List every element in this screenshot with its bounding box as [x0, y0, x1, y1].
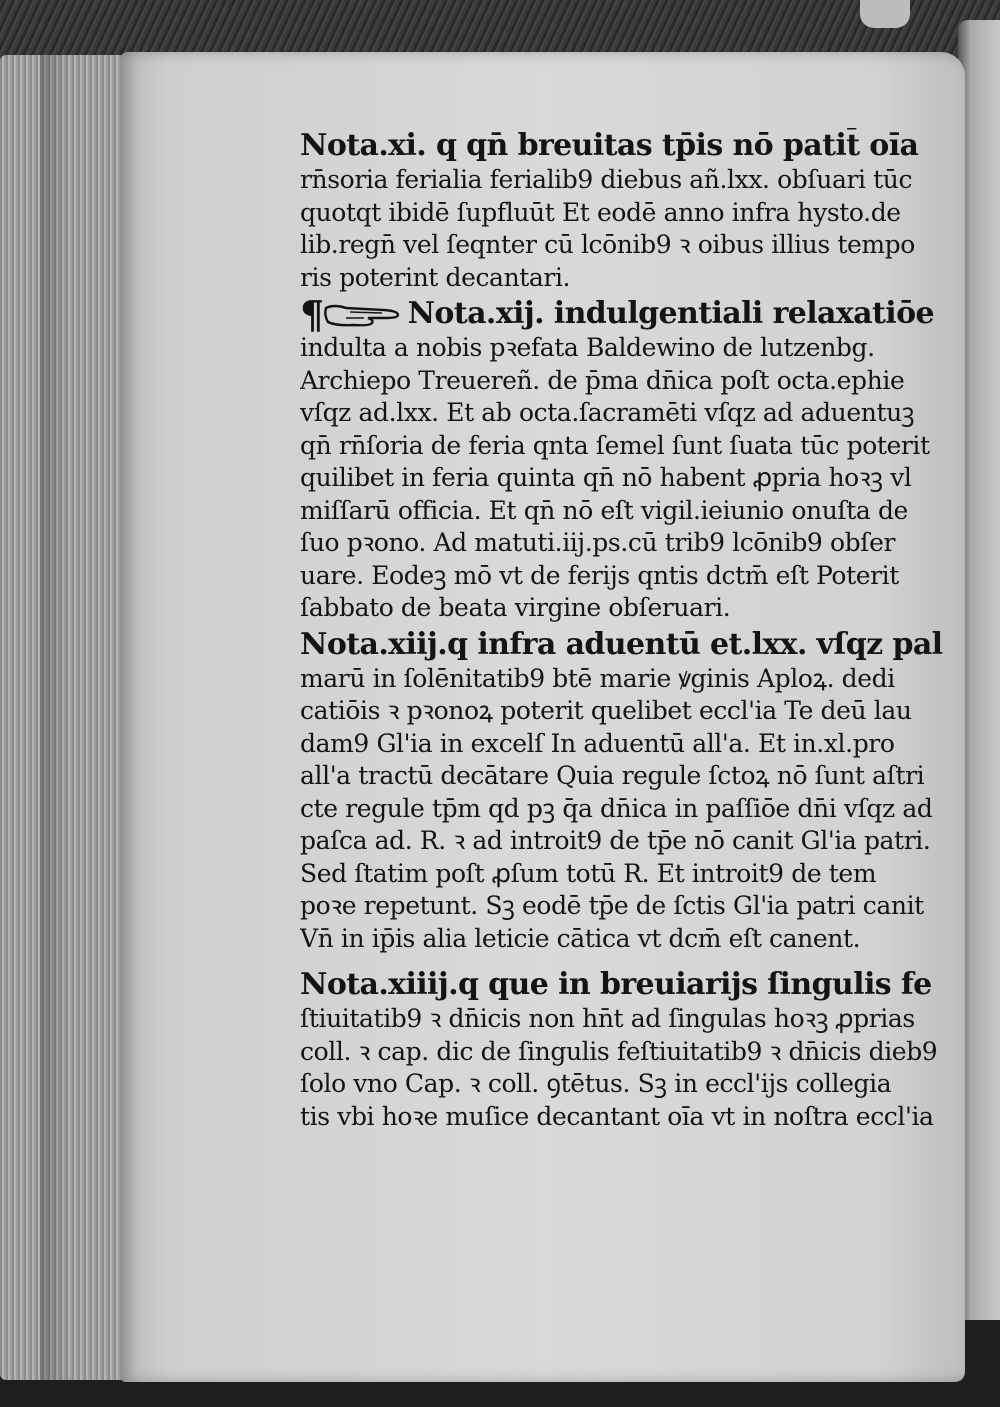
text-line: lib.regn̄ vel ſeqnter cū lcōnib9 ꝛ oibus illius tempo: [300, 230, 915, 259]
text-line: Nota.xiiij.q que in breuiarijs ſingulis fe: [300, 967, 932, 1002]
text-line: ris poterint decantari.: [300, 262, 571, 292]
text-line: dam9 Gl'ia in excelſ In aduentū all'a. Et in.xl.pro: [300, 728, 895, 758]
paragraph-nota-xi: [300, 128, 955, 294]
text-line: [300, 296, 955, 332]
text-line: qn̄ rn̄ſoria de feria qnta ſemel ſunt ſuata tūc poterit: [300, 430, 930, 460]
text-line: paſca ad. R. ꝛ ad introit9 de tp̄e nō canit Gl'ia patri.: [300, 826, 931, 855]
text-line: ſuo pꝛono. Ad matuti.iij.ps.cū trib9 lcōnib9 obſer: [300, 528, 896, 557]
text-line: Nota.xi. q qn̄ breuitas tp̄is nō patit̄ oı̄a: [300, 128, 919, 163]
text-line: Sed ſtatim poſt ꝓſum totū R. Et introit9 de tem: [300, 858, 877, 888]
paragraph-nota-xiiii: [300, 967, 955, 1133]
page-stack-edges: [0, 55, 125, 1380]
pilcrow-mark: ¶: [300, 296, 324, 332]
text-line: uare. Eodeꝫ mō vt de ferijs qntis dctm̄ eſt Poterit: [300, 560, 899, 590]
paragraph-nota-xii: [300, 296, 955, 625]
text-line: vſqz ad.lxx. Et ab octa.ſacramēti vſqz ad aduentuꝫ: [300, 398, 915, 427]
text-line: miſſarū officia. Et qn̄ nō eſt vigil.ieiunio onuſta de: [300, 495, 908, 525]
text-line: all'a tractū decātare Quia regule ſctoꝝ nō ſunt aſtri: [300, 761, 925, 790]
text-line: coll. ꝛ cap. dic de ſingulis feſtiuitatib9 ꝛ dn̄icis dieb9: [300, 1036, 938, 1066]
text-line: catiōis ꝛ pꝛonoꝝ poterit quelibet eccl'ia Te deū lau: [300, 696, 912, 725]
text-line: Vn̄ in ip̄is alia leticie cātica vt dcm̄ eſt canent.: [300, 923, 861, 953]
text-line: marū in ſolēnitatib9 btē marie ꝟginis Aploꝝ. dedi: [300, 663, 895, 693]
pointing-hand-icon: [324, 302, 402, 328]
text-line: ſabbato de beata virgine obſeruari.: [300, 593, 731, 622]
page-tab: [860, 0, 910, 28]
text-line: Nota.xiij.q infra aduentū et.lxx. vſqz pal: [300, 626, 943, 662]
text-line: indulta a nobis pꝛefata Baldewino de lutzenbg.: [300, 333, 875, 362]
text-line: rn̄soria ferialia ferialib9 diebus añ.lxx. obſuari tūc: [300, 165, 913, 194]
text-line: quotqt ibidē ſupfluūt Et eodē anno infra hysto.de: [300, 197, 901, 227]
page-text-block: [300, 128, 955, 1135]
text-line: poꝛe repetunt. Sꝫ eodē tp̄e de ſctis Gl'ia patri canit: [300, 891, 924, 920]
text-line: Archiepo Treuereñ. de p̄ma dn̄ica poſt octa.ephie: [300, 365, 905, 395]
text-line: tis vbi hoꝛe muſice decantant oı̄a vt in noſtra eccl'ia: [300, 1101, 934, 1131]
paragraph-nota-xiii: [300, 627, 955, 956]
text-line: ſolo vno Cap. ꝛ coll. ꝯtētus. Sꝫ in eccl'ijs collegia: [300, 1069, 892, 1098]
book-binding: [0, 0, 1000, 60]
text-line: ſtiuitatib9 ꝛ dn̄icis non hn̄t ad ſingulas hoꝛꝫ ꝓprias: [300, 1004, 915, 1033]
text-line: cte regule tp̄m qd pꝫ q̄a dn̄ica in paſſiōe dn̄i vſqz ad: [300, 793, 933, 823]
nota-xii-heading: Nota.xij. indulgentiali relaxatiōe: [407, 296, 934, 331]
text-line: quilibet in feria quinta qn̄ nō habent ꝓpria hoꝛꝫ vl: [300, 463, 912, 492]
